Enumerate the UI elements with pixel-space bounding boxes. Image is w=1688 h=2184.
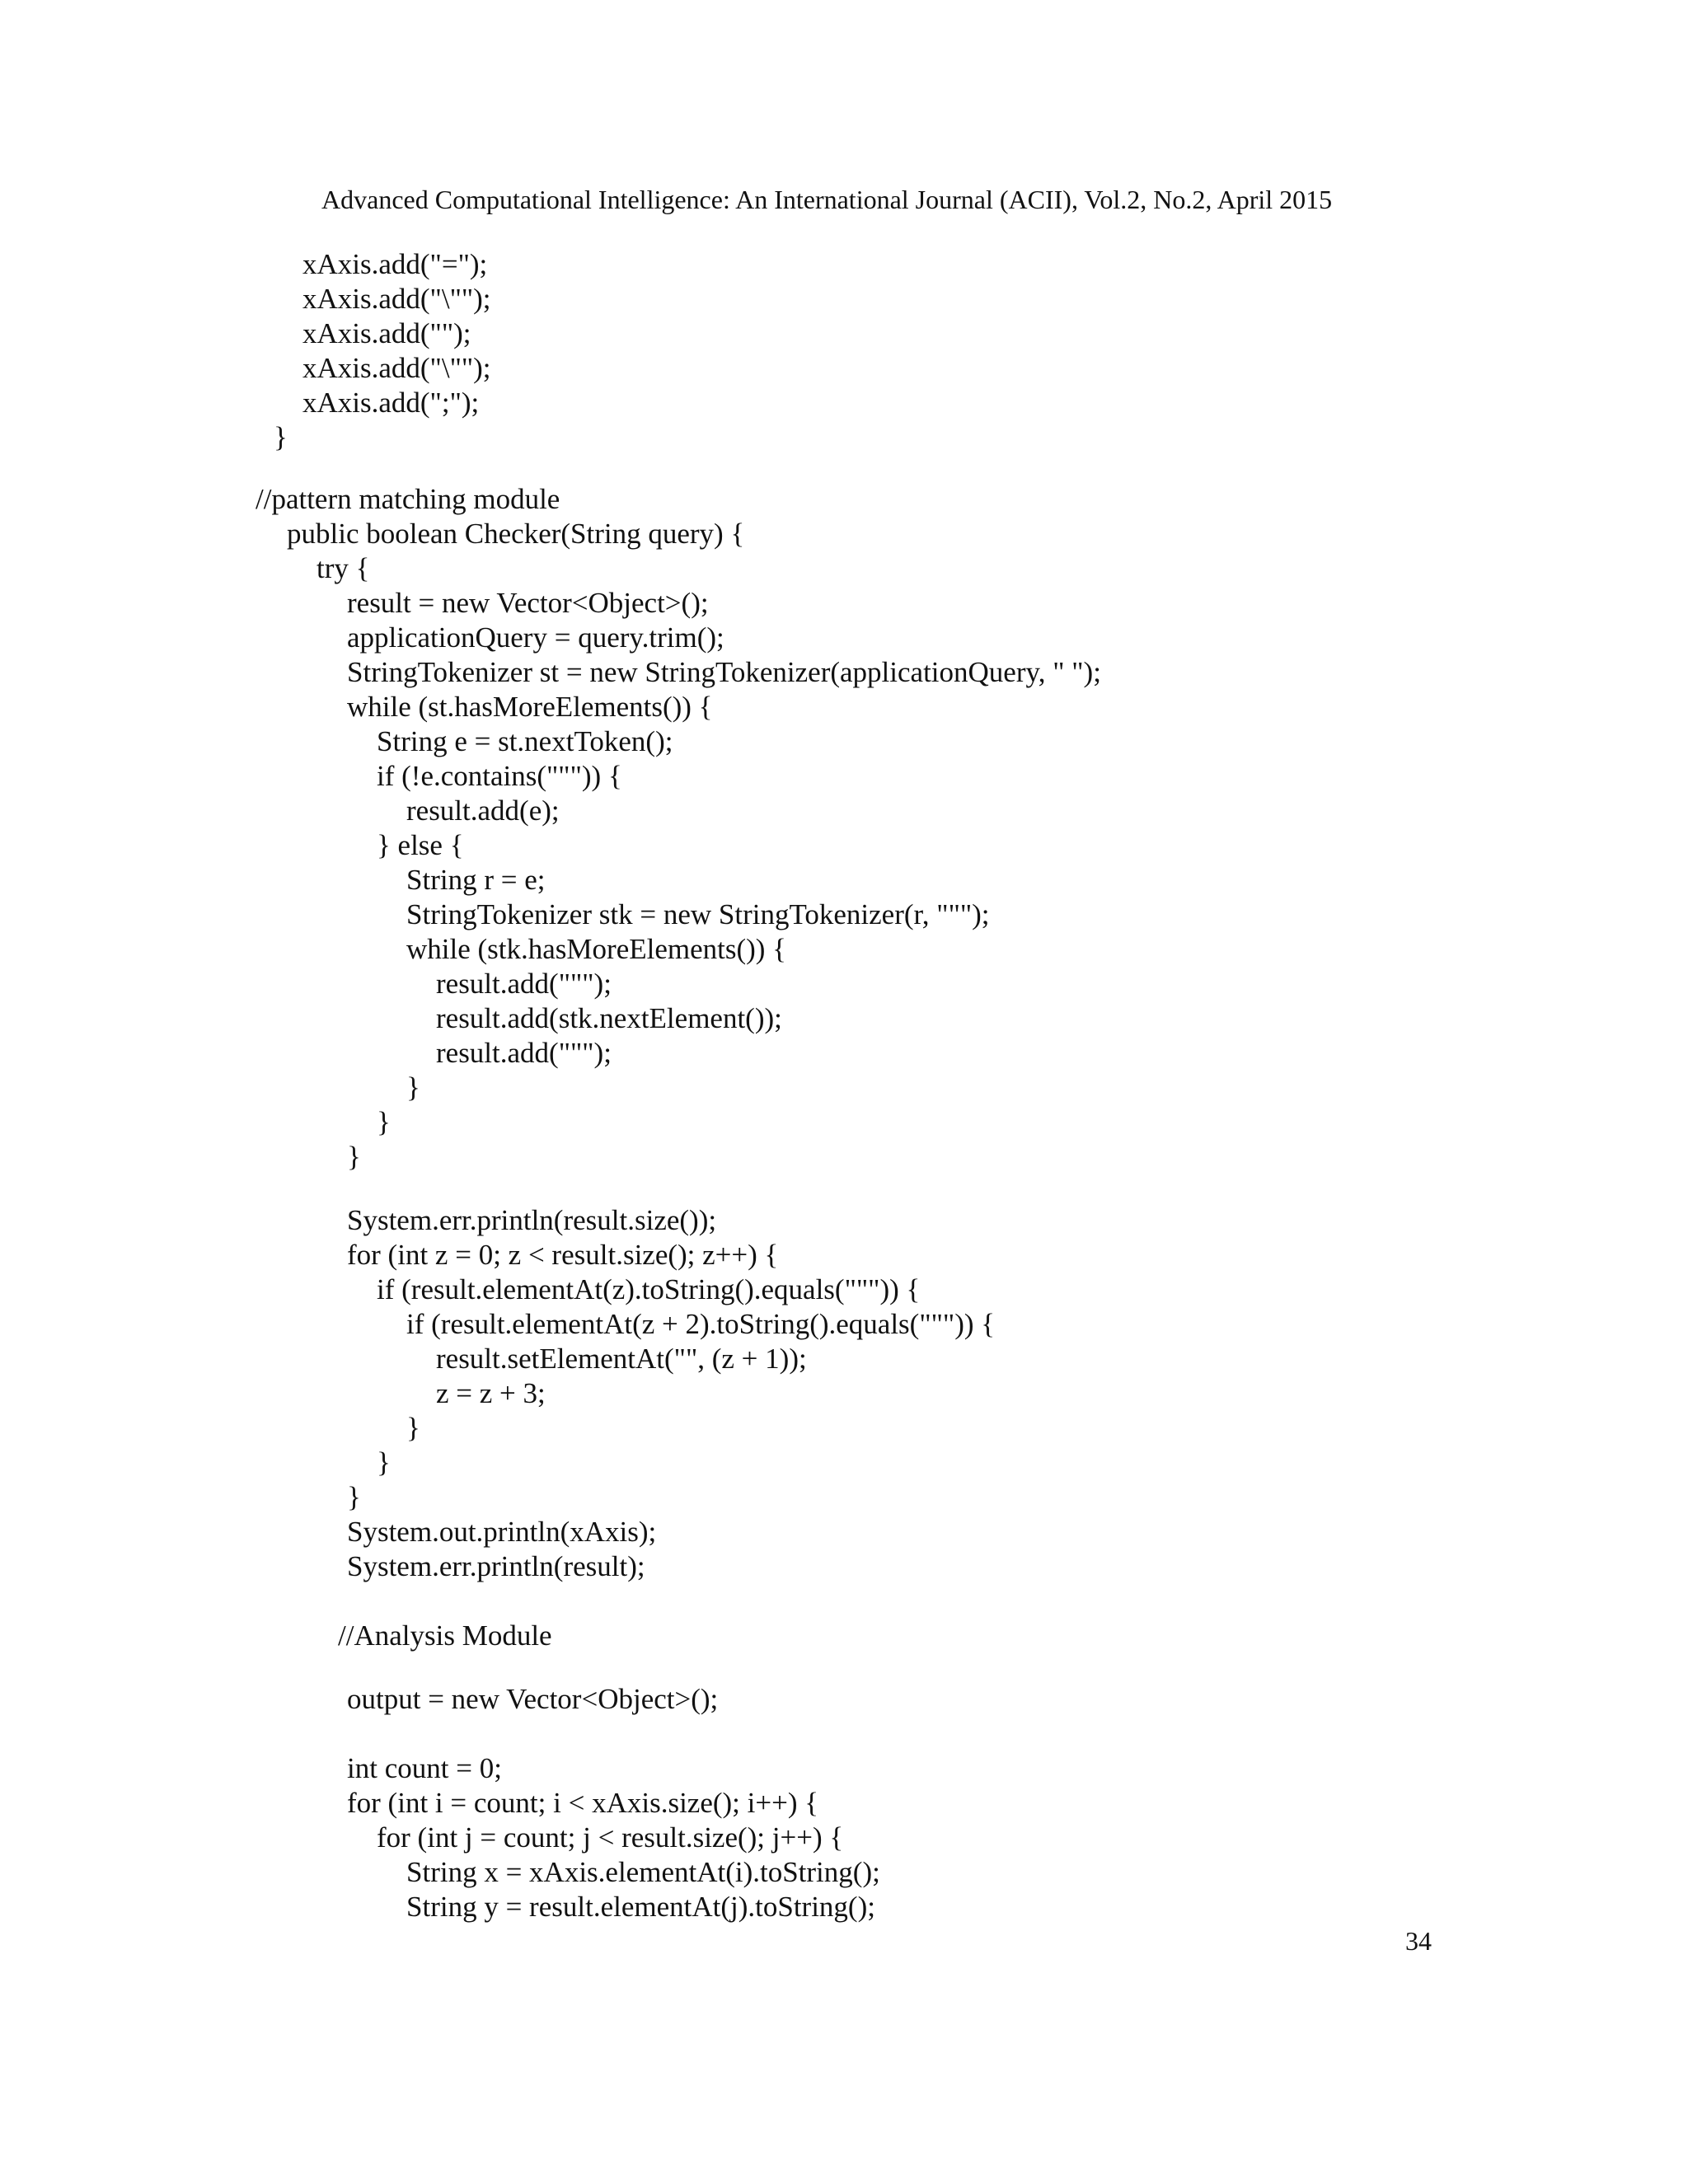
code-line: }: [377, 1106, 391, 1138]
code-line: result.add(stk.nextElement());: [436, 1002, 782, 1034]
code-line: String x = xAxis.elementAt(i).toString();: [406, 1856, 880, 1888]
code-comment: //pattern matching module: [256, 483, 560, 515]
code-line: StringTokenizer stk = new StringTokenizer(r, """);: [406, 898, 990, 930]
code-line: xAxis.add("");: [302, 317, 471, 349]
code-line: }: [347, 1481, 361, 1513]
code-line: StringTokenizer st = new StringTokenizer(applicationQuery, " ");: [347, 656, 1101, 688]
code-line: String y = result.elementAt(j).toString();: [406, 1891, 875, 1923]
code-line: z = z + 3;: [436, 1377, 546, 1409]
code-line: result.add(""");: [436, 1037, 612, 1069]
code-comment: //Analysis Module: [338, 1619, 552, 1652]
code-line: if (result.elementAt(z + 2).toString().equals(""")) {: [406, 1308, 996, 1340]
code-line: System.err.println(result.size());: [347, 1204, 717, 1236]
code-line: int count = 0;: [347, 1752, 502, 1784]
code-line: }: [274, 421, 288, 453]
page-number: 34: [1405, 1926, 1432, 1956]
code-line: for (int j = count; j < result.size(); j++) {: [377, 1821, 844, 1854]
code-line: String r = e;: [406, 864, 546, 896]
code-line: xAxis.add("=");: [302, 248, 488, 280]
code-line: System.out.println(xAxis);: [347, 1516, 657, 1548]
code-line: public boolean Checker(String query) {: [287, 518, 745, 550]
code-line: xAxis.add(";");: [302, 387, 480, 419]
code-line: if (result.elementAt(z).toString().equals(""")) {: [377, 1273, 921, 1305]
code-line: } else {: [377, 829, 464, 861]
code-line: for (int z = 0; z < result.size(); z++) {: [347, 1239, 779, 1271]
code-line: output = new Vector<Object>();: [347, 1683, 719, 1715]
code-line: try {: [316, 552, 370, 584]
code-line: }: [347, 1141, 361, 1173]
code-line: for (int i = count; i < xAxis.size(); i++) {: [347, 1787, 819, 1819]
code-line: xAxis.add("\"");: [302, 283, 491, 315]
code-line: }: [406, 1412, 420, 1444]
code-line: }: [377, 1446, 391, 1479]
code-line: while (st.hasMoreElements()) {: [347, 691, 713, 723]
code-line: applicationQuery = query.trim();: [347, 621, 724, 654]
code-line: result.add(""");: [436, 968, 612, 1000]
code-line: String e = st.nextToken();: [377, 725, 673, 757]
code-line: result.setElementAt("", (z + 1));: [436, 1343, 807, 1375]
code-line: System.err.println(result);: [347, 1550, 645, 1582]
code-line: result.add(e);: [406, 794, 560, 827]
code-line: }: [406, 1071, 420, 1104]
code-line: if (!e.contains(""")) {: [377, 760, 622, 792]
code-line: xAxis.add("\"");: [302, 352, 491, 384]
code-line: result = new Vector<Object>();: [347, 587, 709, 619]
running-header: Advanced Computational Intelligence: An International Journal (ACII), Vol.2, No.2, April 2015: [321, 185, 1333, 214]
code-line: while (stk.hasMoreElements()) {: [406, 933, 786, 965]
